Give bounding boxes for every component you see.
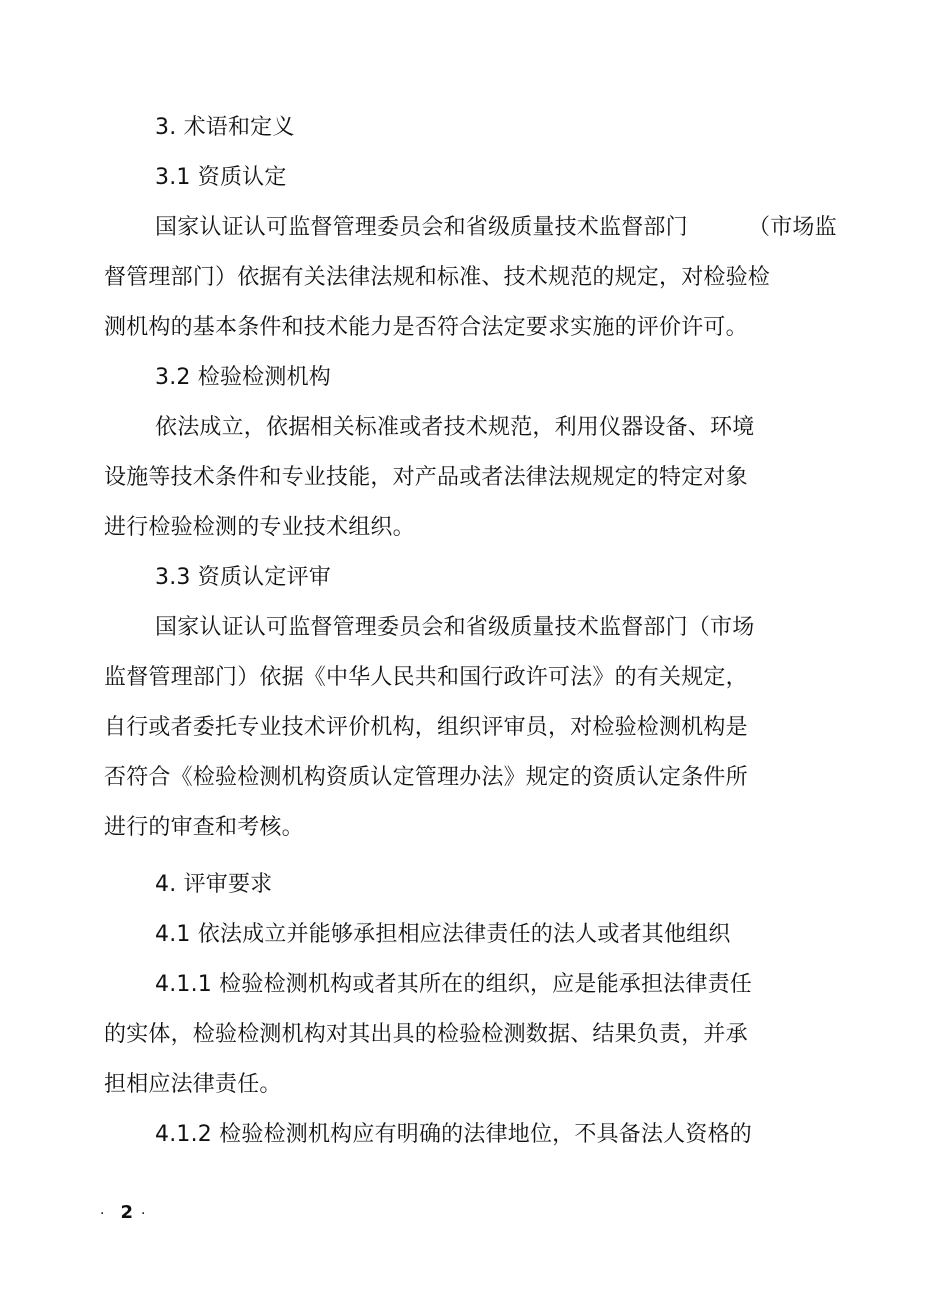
paragraph-line: 测机构的基本条件和技术能力是否符合法定要求实施的评价许可。 [104, 315, 748, 340]
paragraph-line: 的实体，检验检测机构对其出具的检验检测数据、结果负责，并承 [104, 1022, 748, 1047]
paragraph-line: 依法成立，依据相关标准或者技术规范，利用仪器设备、环境 [155, 415, 755, 440]
section-3-1-heading: 3.1 资质认定 [155, 165, 287, 190]
paragraph-line: 监督管理部门）依据《中华人民共和国行政许可法》的有关规定， [104, 665, 748, 690]
clause-4-1-2-line: 4.1.2 检验检测机构应有明确的法律地位，不具备法人资格的 [155, 1122, 752, 1147]
paragraph-line: 设施等技术条件和专业技能，对产品或者法律法规规定的特定对象 [104, 465, 748, 490]
section-3-2-heading: 3.2 检验检测机构 [155, 365, 331, 390]
paragraph-line: 担相应法律责任。 [104, 1072, 282, 1097]
paragraph-line: 国家认证认可监督管理委员会和省级质量技术监督部门 [155, 215, 688, 240]
paragraph-line: 督管理部门）依据有关法律法规和标准、技术规范的规定，对检验检 [104, 265, 771, 290]
paragraph-line: 进行的审查和考核。 [104, 815, 304, 840]
section-3-3-heading: 3.3 资质认定评审 [155, 565, 331, 590]
footer-left-dot: · [100, 1206, 105, 1222]
section-4-heading: 4. 评审要求 [155, 872, 273, 897]
paragraph-line: 国家认证认可监督管理委员会和省级质量技术监督部门（市场 [155, 615, 755, 640]
section-3-heading: 3. 术语和定义 [155, 115, 295, 140]
paragraph-line: 进行检验检测的专业技术组织。 [104, 515, 415, 540]
page-footer [100, 1200, 145, 1227]
paragraph-line: 自行或者委托专业技术评价机构，组织评审员，对检验检测机构是 [104, 715, 748, 740]
paragraph-line: 否符合《检验检测机构资质认定管理办法》规定的资质认定条件所 [104, 765, 748, 790]
page-number: 2 [120, 1202, 133, 1223]
section-4-1-heading: 4.1 依法成立并能够承担相应法律责任的法人或者其他组织 [155, 922, 731, 947]
footer-right-dot: · [140, 1206, 146, 1222]
clause-4-1-1-line: 4.1.1 检验检测机构或者其所在的组织，应是能承担法律责任 [155, 972, 752, 997]
paragraph-line-suffix: （市场监 [748, 215, 837, 240]
